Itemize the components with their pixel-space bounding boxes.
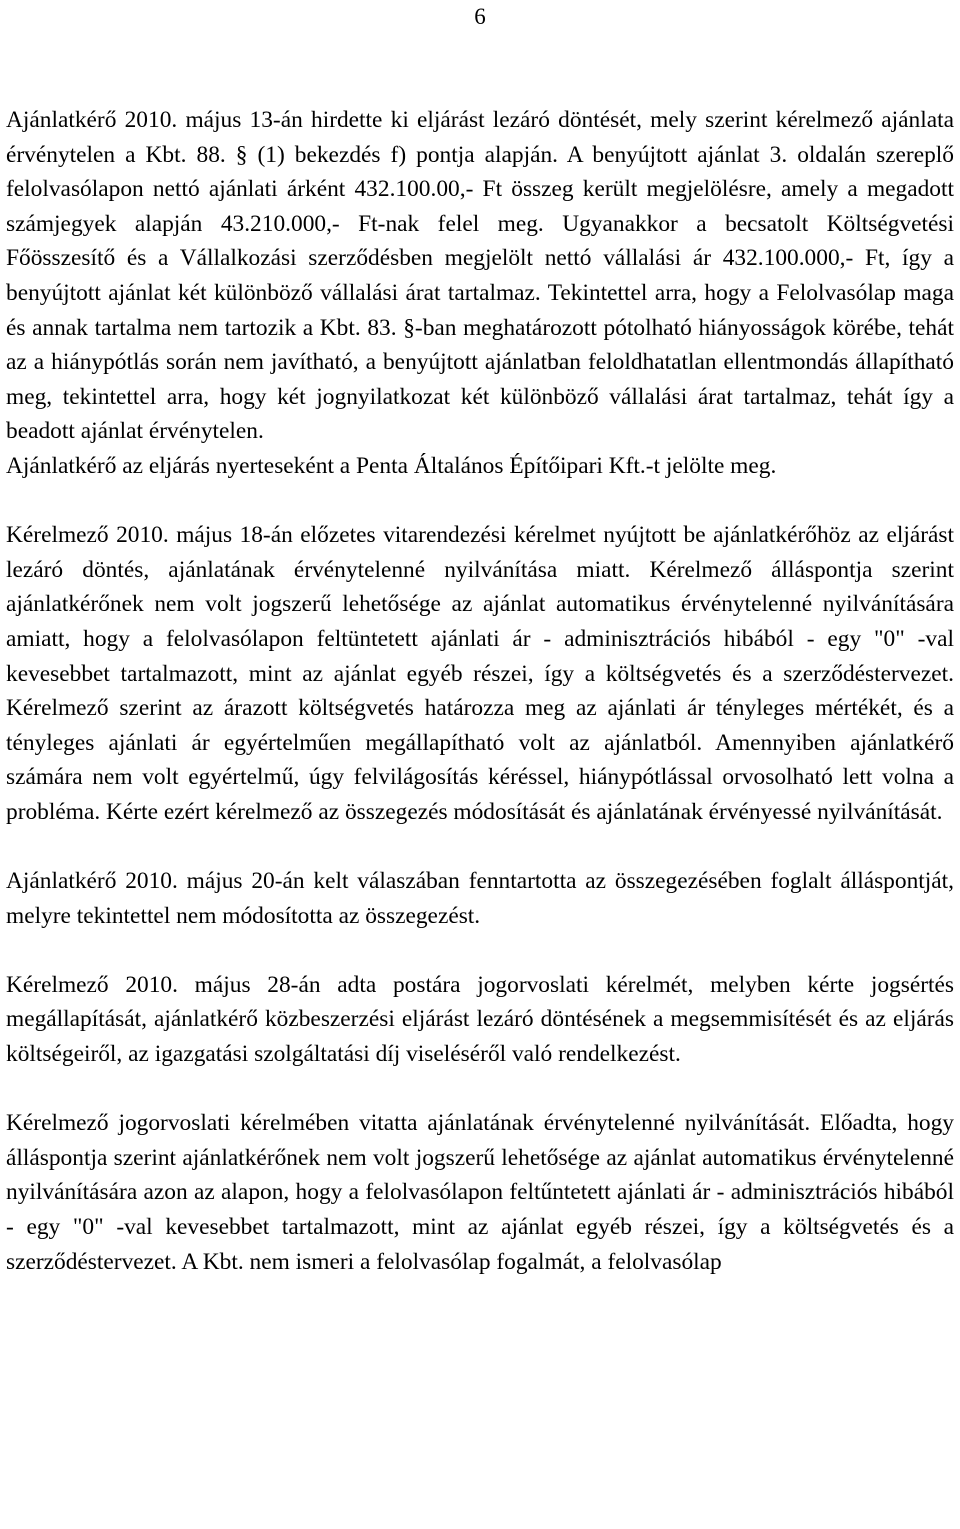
paragraph-appeal: Kérelmező 2010. május 28-án adta postára jogorvoslati kérelmét, melyben kérte jogsértés megállapítását, ajánlatkérő közbeszerzési eljárást lezáró döntésének a megsemmisítését és az eljárás költségeiről, az igazgatási szolgáltatási díj viseléséről való rendelkezést. xyxy=(6,971,954,1068)
paragraph-winner: Ajánlatkérő az eljárás nyerteseként a Penta Általános Építőipari Kft.-t jelölte meg. xyxy=(6,452,777,479)
paragraph-pre-dispute: Kérelmező 2010. május 18-án előzetes vitarendezési kérelmet nyújtott be ajánlatkérőhöz az eljárást lezáró döntés, ajánlatának érvénytelenné nyilvánítása miatt. Kérelmező álláspontja szerint ajánlatkérőnek nem volt jogszerű lehetősége az ajánlat automatikus érvénytelenné nyilvánítására amiatt, hogy a felolvasólapon feltüntetett ajánlati ár - adminisztrációs hibából - egy "0" -val kevesebbet tartalmazott, mint az ajánlat egyéb részei, így a költségvetés és a szerződéstervezet. Kérelmező szerint az árazott költségvetés határozza meg az ajánlati ár tényleges mértékét, és a tényleges ajánlati ár egyértelműen megállapítható volt az ajánlatból. Amennyiben ajánlatkérő számára nem volt egyértelmű, úgy felvilágosítás kéréssel, hiánypótlással orvosolható lett volna a probléma. Kérte ezért kérelmező az összegezés módosítását és ajánlatának érvényessé nyilvánítását. xyxy=(6,522,954,825)
paragraph-decision: Ajánlatkérő 2010. május 13-án hirdette ki eljárást lezáró döntését, mely szerint kérelmező ajánlata érvénytelen a Kbt. 88. § (1) bekezdés f) pontja alapján. A benyújtott ajánlat 3. oldalán szereplő felolvasólapon nettó ajánlati árként 432.100.00,- Ft összeg került megjelölésre, amely a megadott számjegyek alapján 43.210.000,- Ft-nak felel meg. Ugyanakkor a becsatolt Költségvetési Főösszesítő és a Vállalkozási szerződésben megjelölt nettó vállalási ár 432.100.000,- Ft, így a benyújtott ajánlat két különböző vállalási árat tartalmaz. Tekintettel arra, hogy a Felolvasólap maga és annak tartalma nem tartozik a Kbt. 83. §-ban meghatározott pótolható hiányosságok körébe, tehát az a hiánypótlás során nem javítható, a benyújtott ajánlatban feloldhatatlan ellentmondás állapítható meg, tekintettel arra, hogy két jognyilatkozat két különböző vállalási árat tartalmaz, tehát így a beadott ajánlat érvénytelen. xyxy=(6,107,954,445)
document-body xyxy=(6,103,954,1279)
page-number: 6 xyxy=(474,4,486,29)
paragraph-reply: Ajánlatkérő 2010. május 20-án kelt válaszában fenntartotta az összegezésében foglalt álláspontját, melyre tekintettel nem módosította az összegezést. xyxy=(6,868,954,929)
paragraph-argument: Kérelmező jogorvoslati kérelmében vitatta ajánlatának érvénytelenné nyilvánítását. Előadta, hogy álláspontja szerint ajánlatkérőnek nem volt jogszerű lehetősége az ajánlat automatikus érvénytelenné nyilvánítására azon az alapon, hogy a felolvasólapon feltűntetett ajánlati ár - adminisztrációs hibából - egy "0" -val kevesebbet tartalmazott, mint az ajánlat egyéb részei, így a költségvetés és a szerződéstervezet. A Kbt. nem ismeri a felolvasólap fogalmát, a felolvasólap xyxy=(6,1110,954,1275)
